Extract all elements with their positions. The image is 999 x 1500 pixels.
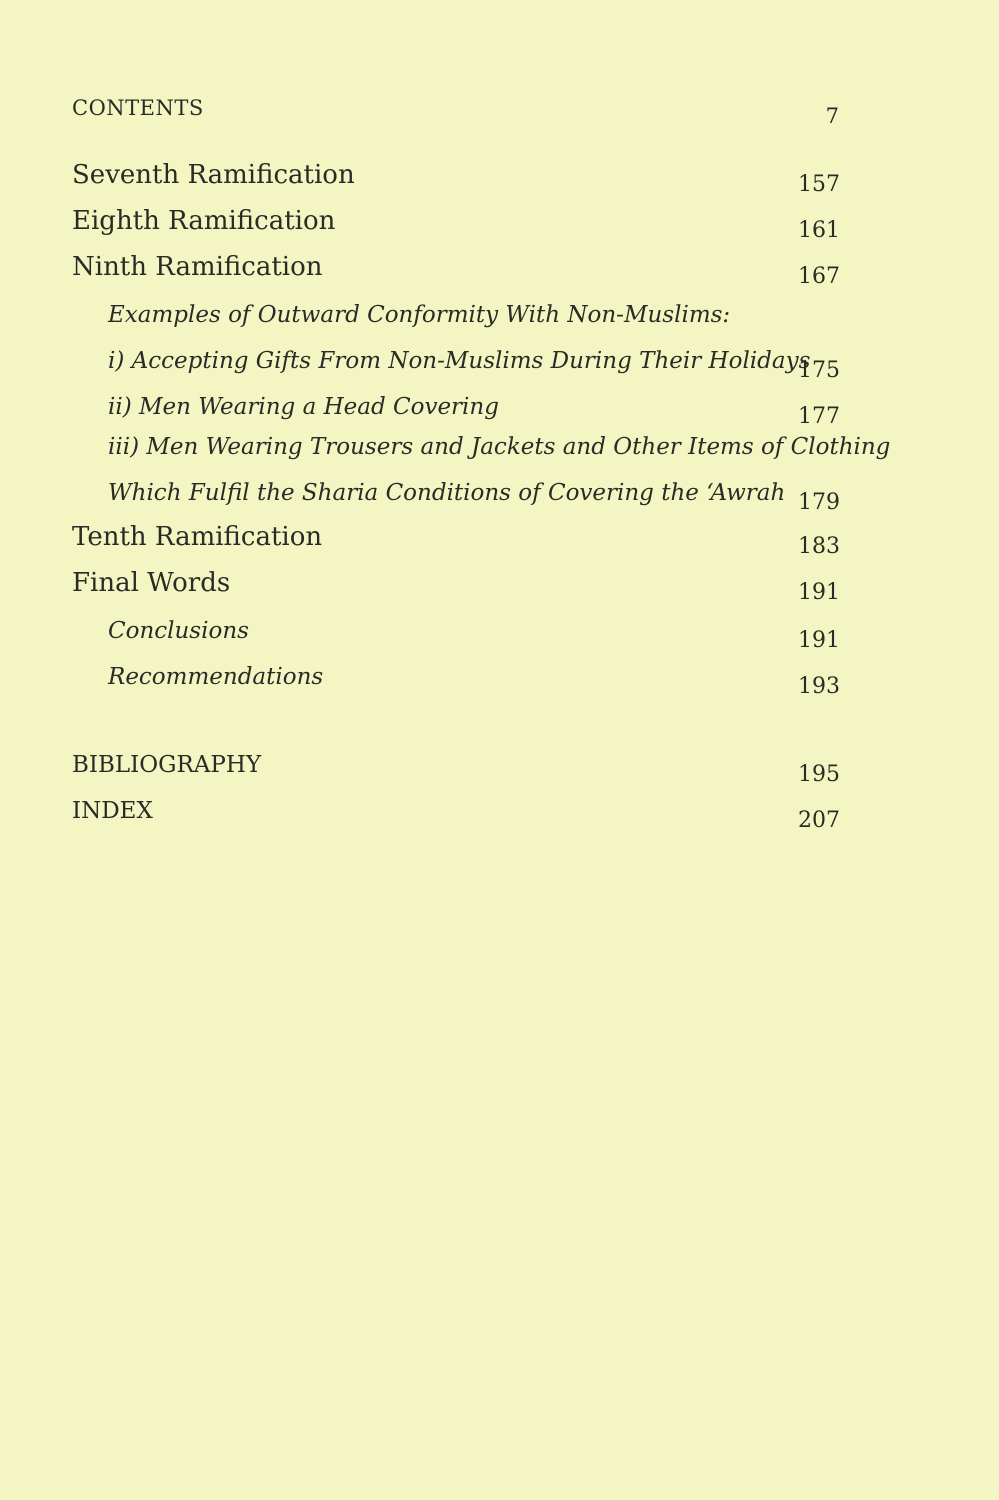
toc-entry-label: Eighth Ramification <box>72 206 336 236</box>
toc-entry-page: 195 <box>798 762 840 787</box>
toc-subentry-label: ii) Men Wearing a Head Covering <box>108 394 499 420</box>
toc-entry-page: 167 <box>798 264 840 289</box>
toc-entry-index <box>72 796 840 842</box>
toc-subentry-label: Recommendations <box>108 664 324 690</box>
toc-entry-eighth-ramification <box>72 206 840 252</box>
toc-subentry-label: i) Accepting Gifts From Non-Muslims During Their Holidays <box>108 348 811 374</box>
header-title: CONTENTS <box>72 96 204 120</box>
toc-entry-label: Ninth Ramification <box>72 252 323 282</box>
toc-subentry-page: 177 <box>798 404 840 429</box>
toc-subentry-head-covering <box>72 390 840 430</box>
section-spacer <box>72 706 840 750</box>
toc-subentry-accepting-gifts <box>72 344 840 390</box>
table-of-contents <box>72 160 891 842</box>
toc-subentry-page: 191 <box>798 628 840 653</box>
toc-subentry-label: Which Fulfil the Sharia Conditions of Covering the ‘Awrah <box>108 480 786 506</box>
toc-entry-label: BIBLIOGRAPHY <box>72 752 262 778</box>
running-header <box>72 96 839 126</box>
toc-entry-page: 161 <box>798 218 840 243</box>
toc-subentry-label: Conclusions <box>108 618 249 644</box>
toc-entry-page: 207 <box>798 808 840 833</box>
toc-subentry-conclusions <box>72 614 840 660</box>
toc-subentry-page: 175 <box>798 358 840 383</box>
toc-subentry-covering-awrah <box>72 476 840 522</box>
toc-entry-page: 183 <box>798 534 840 559</box>
toc-entry-label: Tenth Ramification <box>72 522 323 552</box>
toc-subentry-examples-heading <box>72 298 840 344</box>
toc-entry-seventh-ramification <box>72 160 840 206</box>
toc-entry-bibliography <box>72 750 840 796</box>
toc-entry-label: INDEX <box>72 798 153 824</box>
toc-subentry-label: Examples of Outward Conformity With Non-Muslims: <box>108 302 731 328</box>
toc-subentry-page: 179 <box>798 490 840 515</box>
toc-subentry-label: iii) Men Wearing Trousers and Jackets and Other Items of Clothing <box>108 434 891 460</box>
toc-subentry-page: 193 <box>798 674 840 699</box>
toc-entry-ninth-ramification <box>72 252 840 298</box>
toc-entry-label: Final Words <box>72 568 231 598</box>
toc-entry-tenth-ramification <box>72 522 840 568</box>
toc-entry-final-words <box>72 568 840 614</box>
toc-subentry-trousers-jackets <box>72 430 891 476</box>
toc-entry-page: 191 <box>798 580 840 605</box>
header-page-number: 7 <box>825 104 839 128</box>
toc-subentry-recommendations <box>72 660 840 706</box>
toc-entry-page: 157 <box>798 172 840 197</box>
toc-entry-label: Seventh Ramification <box>72 160 355 190</box>
